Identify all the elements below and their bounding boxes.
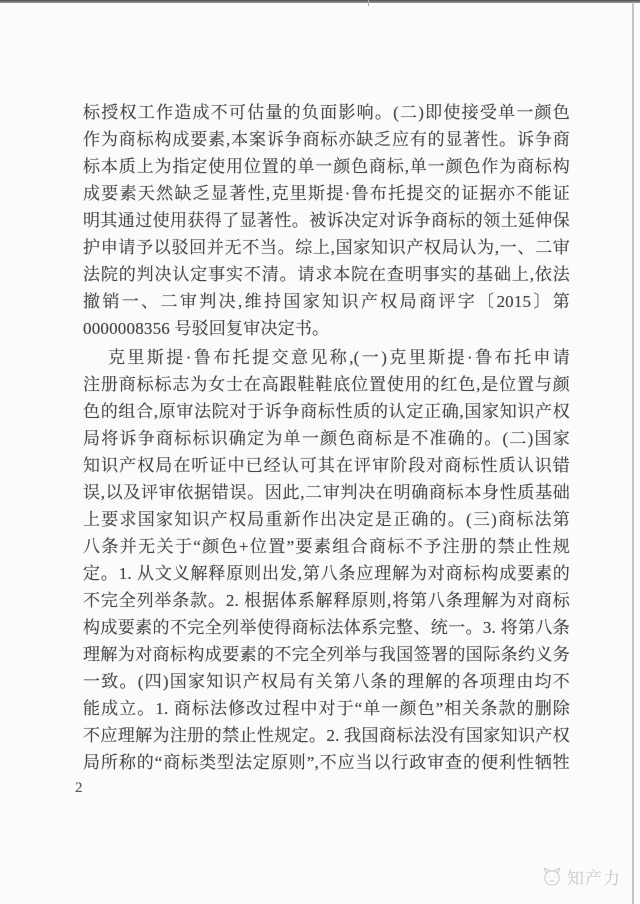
- document-text: [83, 99, 570, 776]
- text-line: 误,以及评审依据错误。因此,二审判决在明确商标本身性质基础: [83, 483, 570, 502]
- text-line: 局将诉争商标标识确定为单一颜色商标是不准确的。(二)国家: [83, 429, 570, 448]
- text-line: 0000008356 号驳回复审决定书。: [83, 319, 330, 338]
- text-line: 一致。(四)国家知识产权局有关第八条的理解的各项理由均不: [83, 672, 570, 691]
- scan-top-edge: [0, 0, 640, 3]
- text-line: 撤销一、二审判决,维持国家知识产权局商评字〔2015〕第: [83, 292, 570, 311]
- text-line: 能成立。1. 商标法修改过程中对于“单一颜色”相关条款的删除: [83, 699, 570, 718]
- text-line: 知识产权局在听证中已经认可其在评审阶段对商标性质认识错: [83, 456, 570, 475]
- paragraph: [83, 344, 570, 776]
- text-line: 不应理解为注册的禁止性规定。2. 我国商标法没有国家知识产权: [83, 726, 570, 745]
- text-line: 不完全列举条款。2. 根据体系解释原则,将第八条理解为对商标: [83, 591, 570, 610]
- scan-right-edge: [632, 2, 634, 904]
- text-line: 作为商标构成要素,本案诉争商标亦缺乏应有的显著性。诉争商: [83, 130, 570, 149]
- text-line: 标授权工作造成不可估量的负面影响。(二)即使接受单一颜色: [83, 103, 570, 122]
- scan-artifact: [368, 0, 369, 6]
- text-line: 标本质上为指定使用位置的单一颜色商标,单一颜色作为商标构: [83, 157, 570, 176]
- text-line: 明其通过使用获得了显著性。被诉决定对诉争商标的领土延伸保: [83, 211, 570, 230]
- zhichanli-cat-logo-icon: [540, 866, 564, 887]
- text-line: 局所称的“商标类型法定原则”,不应当以行政审查的便利性牺牲: [83, 753, 570, 772]
- text-line: 克里斯提·鲁布托提交意见称,(一)克里斯提·鲁布托申请: [108, 348, 570, 367]
- page-number: 2: [75, 780, 83, 796]
- text-line: 上要求国家知识产权局重新作出决定是正确的。(三)商标法第: [83, 510, 570, 529]
- watermark-text: 知产力: [567, 869, 621, 888]
- text-line: 成要素天然缺乏显著性,克里斯提·鲁布托提交的证据亦不能证: [83, 184, 570, 203]
- text-line: 八条并无关于“颜色+位置”要素组合商标不予注册的禁止性规: [83, 537, 570, 556]
- paragraph: [83, 99, 570, 342]
- text-line: 注册商标标志为女士在高跟鞋鞋底位置使用的红色,是位置与颜: [83, 375, 570, 394]
- text-line: 理解为对商标构成要素的不完全列举与我国签署的国际条约义务: [83, 645, 570, 664]
- watermark: [540, 864, 621, 889]
- text-line: 法院的判决认定事实不清。请求本院在查明事实的基础上,依法: [83, 265, 570, 284]
- text-line: 护申请予以驳回并无不当。综上,国家知识产权局认为,一、二审: [83, 238, 570, 257]
- text-line: 色的组合,原审法院对于诉争商标性质的认定正确,国家知识产权: [83, 402, 570, 421]
- text-line: 定。1. 从文义解释原则出发,第八条应理解为对商标构成要素的: [83, 564, 570, 583]
- text-line: 构成要素的不完全列举使得商标法体系完整、统一。3. 将第八条: [83, 618, 570, 637]
- scan-right-margin: [634, 3, 640, 904]
